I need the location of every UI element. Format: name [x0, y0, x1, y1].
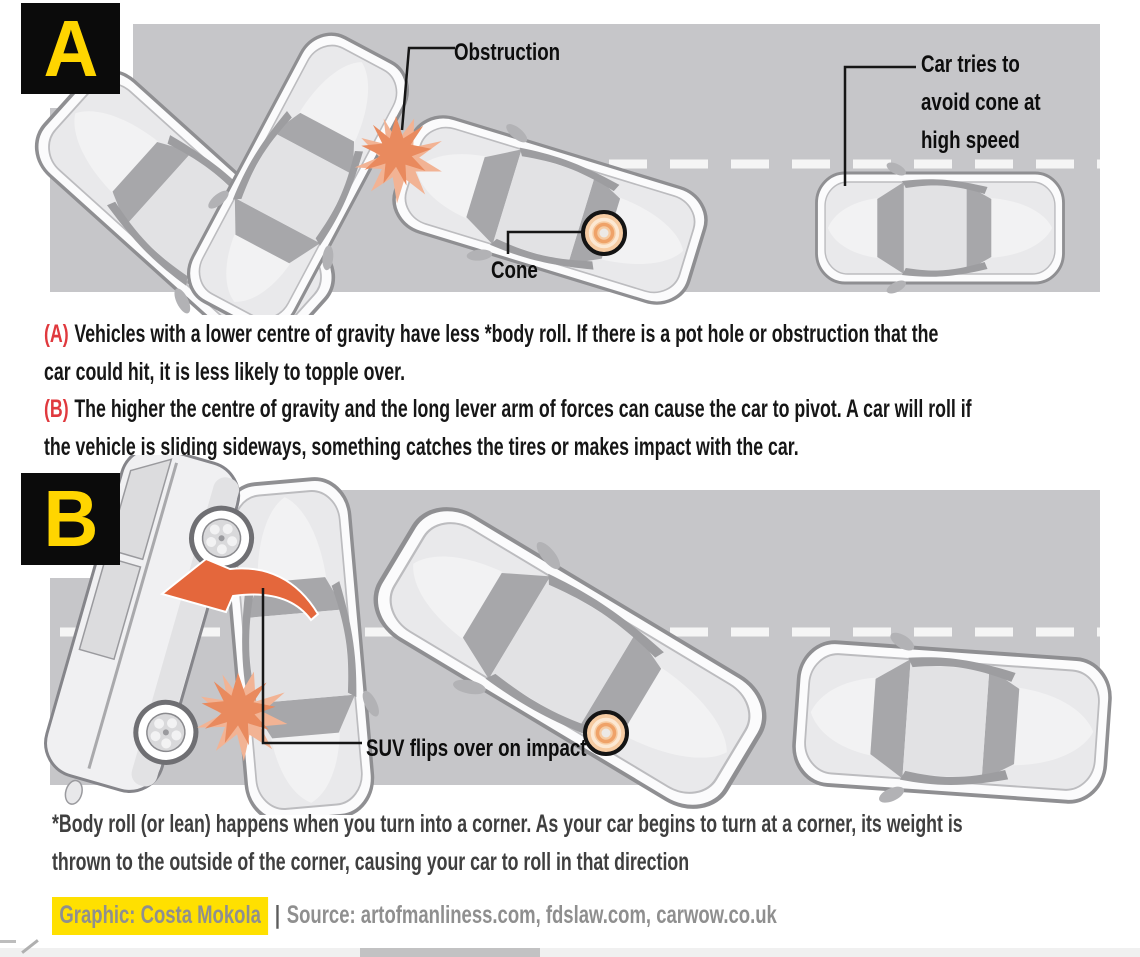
body-roll-footnote: *Body roll (or lean) happens when you turn into a corner. As your car begins to turn at a corner, its weight is thrown to the outside of the corner, causing your car to roll in that direction [52, 810, 963, 876]
cone-label: Cone [491, 257, 538, 284]
car-a4-straight [817, 160, 1064, 296]
credit-line [52, 897, 1032, 935]
panel-b-badge-letter: B [43, 474, 98, 563]
explanation-line: car could hit, it is less likely to topple over. [44, 357, 406, 386]
car-tries-label: Car tries to avoid cone at high speed [921, 51, 1041, 154]
graphic-credit-highlight: Graphic: Costa Mokola [52, 897, 268, 935]
credit-separator: | [274, 901, 281, 929]
panel-a-badge-letter: A [43, 3, 98, 93]
explanation-line: (A) Vehicles with a lower centre of gravity have less *body roll. If there is a pot hole or obstruction that the [44, 320, 939, 348]
obstruction-label: Obstruction [454, 39, 561, 66]
panel-b-badge [21, 473, 120, 565]
horizontal-scrollbar-track[interactable] [0, 948, 1140, 957]
explanation-line: (B) The higher the centre of gravity and the long lever arm of forces can cause the car to pivot. A car will roll if [44, 395, 972, 423]
label-a-red: (A) [44, 320, 69, 348]
suv-flip-label: SUV flips over on impact [366, 735, 587, 762]
page-corner-mark [0, 940, 16, 943]
cone-icon [583, 212, 625, 254]
panel-a-badge [21, 3, 120, 94]
explanation-line: the vehicle is sliding sideways, something catches the tires or makes impact with the car. [44, 432, 799, 461]
source-text: Source: artofmanliness.com, fdslaw.com, carwow.co.uk [286, 901, 777, 929]
explanation-text [44, 316, 1140, 466]
horizontal-scrollbar-thumb[interactable] [360, 948, 540, 957]
label-b-red: (B) [44, 395, 69, 423]
